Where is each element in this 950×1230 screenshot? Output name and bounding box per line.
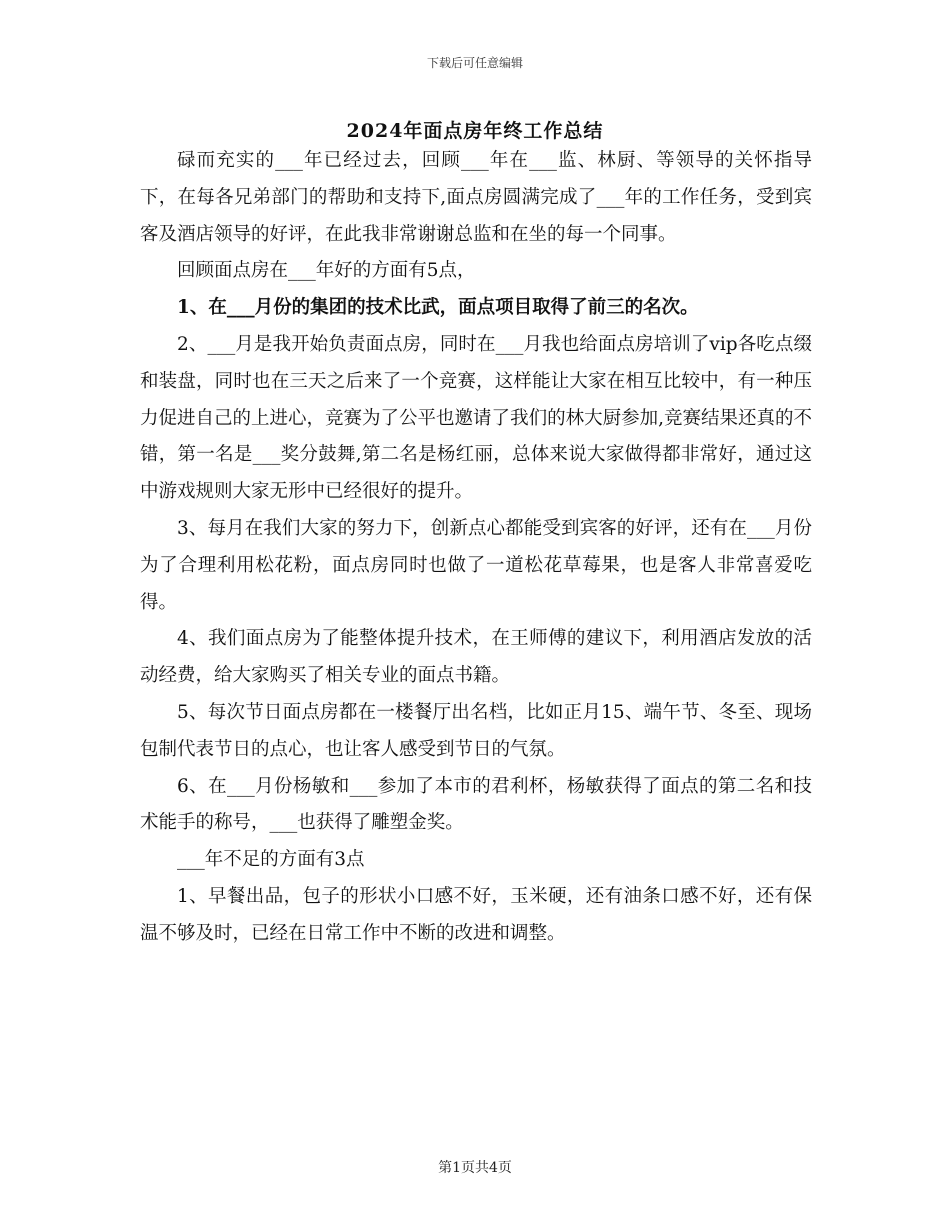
paragraph-good-point-5: 5、每次节日面点房都在一楼餐厅出名档，比如正月15、端午节、冬至、现场包制代表节日的点心，也让客人感受到节日的气氛。	[140, 701, 812, 760]
paragraph-good-point-3: 3、每月在我们大家的努力下，创新点心都能受到宾客的好评，还有在___月份为了合理利用松花粉，面点房同时也做了一道松花草莓果，也是客人非常喜爱吃得。	[140, 517, 812, 613]
paragraph-shortcomings-heading: ___年不足的方面有3点	[177, 849, 365, 871]
paragraph-good-point-2: 2、___月是我开始负责面点房，同时在___月我也给面点房培训了vip各吃点缀和装盘，同时也在三天之后来了一个竞赛，这样能让大家在相互比较中，有一种压力促进自己的上进心，竞赛为了公平也邀请了我们的林大厨参加,竞赛结果还真的不错，第一名是___奖分鼓舞,第二名是杨红丽，总体来说大家做得都非常好，通过这中游戏规则大家无形中已经很好的提升。	[140, 333, 812, 503]
paragraph-good-points-heading: 回顾面点房在___年好的方面有5点，	[177, 260, 476, 282]
paragraph-intro: 碌而充实的___年已经过去，回顾___年在___监、林厨、等领导的关怀指导下，在每各兄弟部门的帮助和支持下,面点房圆满完成了___年的工作任务，受到宾客及酒店领导的好评，在此我非常谢谢总监和在坐的每一个同事。	[140, 150, 812, 245]
paragraph-good-point-1: 1、在___月份的集团的技术比武，面点项目取得了前三的名次。	[177, 297, 699, 319]
paragraph-good-point-6: 6、在___月份杨敏和___参加了本市的君利杯，杨敏获得了面点的第二名和技术能手的称号，___也获得了雕塑金奖。	[140, 775, 812, 834]
paragraph-shortcoming-1: 1、早餐出品，包子的形状小口感不好，玉米硬，还有油条口感不好，还有保温不够及时，已经在日常工作中不断的改进和调整。	[140, 885, 812, 944]
page-header: 下载后可任意编辑	[426, 56, 523, 70]
document-body	[140, 143, 812, 953]
paragraph-good-point-4: 4、我们面点房为了能整体提升技术，在王师傅的建议下，利用酒店发放的活动经费，给大家购买了相关专业的面点书籍。	[140, 628, 812, 687]
document-title: 2024年面点房年终工作总结	[346, 120, 604, 142]
page-footer: 第1页共4页	[438, 1160, 512, 1176]
